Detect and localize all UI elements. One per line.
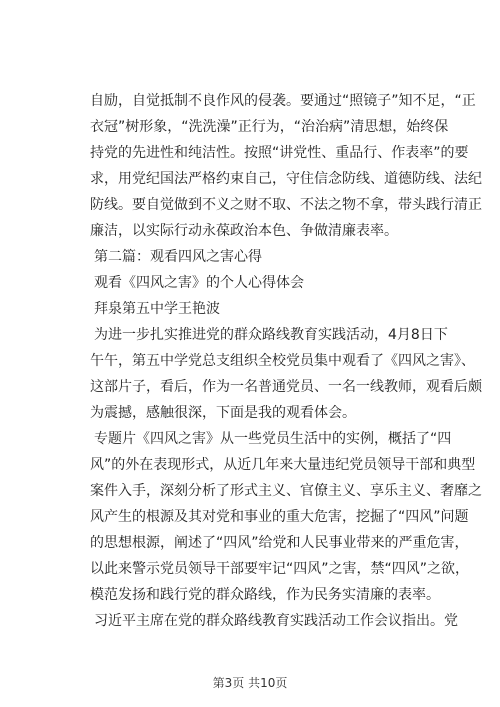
text-line: 案件入手，深刻分析了形式主义、官僚主义、享乐主义、奢靡之	[90, 483, 482, 499]
text-line: 风”的外在表现形式，从近几年来大量违纪党员领导干部和典型	[90, 457, 476, 473]
document-body	[90, 88, 482, 634]
author-line: 拜泉第五中学王艳波	[94, 301, 220, 317]
article-title: 观看《四风之害》的个人心得体会	[94, 275, 304, 291]
text-line: 风产生的根源及其对党和事业的重大危害，挖掘了“四风”问题	[90, 509, 469, 525]
section-heading: 第二篇：观看四风之害心得	[94, 249, 262, 265]
text-line: 持党的先进性和纯洁性。按照“讲党性、重品行、作表率”的要	[90, 145, 469, 161]
text-line: 专题片《四风之害》从一些党员生活中的实例，概括了“四	[94, 431, 452, 447]
text-line: 以此来警示党员领导干部要牢记“四风”之害，禁“四风”之欲，	[90, 561, 470, 577]
text-line: 的思想根源，阐述了“四风”给党和人民事业带来的严重危害，	[90, 535, 469, 551]
text-line: 习近平主席在党的群众路线教育实践活动工作会议指出。党	[94, 613, 458, 629]
text-line: 午午，第五中学党总支组织全校党员集中观看了《四风之害》、	[90, 353, 475, 369]
text-line: 模范发扬和践行党的群众路线，作为民务实清廉的表率。	[90, 587, 440, 603]
page-footer: 第3页 共10页	[212, 676, 288, 690]
text-line: 为震撼，感触很深，下面是我的观看体会。	[90, 405, 356, 421]
text-line: 自励，自觉抵制不良作风的侵袭。要通过“照镜子”知不足，“正	[90, 93, 476, 109]
text-line: 衣冠”树形象，“洗洗澡”正行为，“治治病”清思想，始终保	[90, 119, 449, 135]
text-line: 防线。要自觉做到不义之财不取、不法之物不拿，带头践行清正	[90, 197, 482, 213]
text-line: 为进一步扎实推进党的群众路线教育实践活动，4月8日下	[94, 327, 448, 343]
text-line: 求，用党纪国法严格约束自己，守住信念防线、道德防线、法纪	[90, 171, 482, 187]
text-line: 廉洁，以实际行动永葆政治本色、争做清廉表率。	[90, 223, 398, 239]
text-line: 这部片子，看后，作为一名普通党员、一名一线教师，观看后颇	[90, 379, 482, 395]
